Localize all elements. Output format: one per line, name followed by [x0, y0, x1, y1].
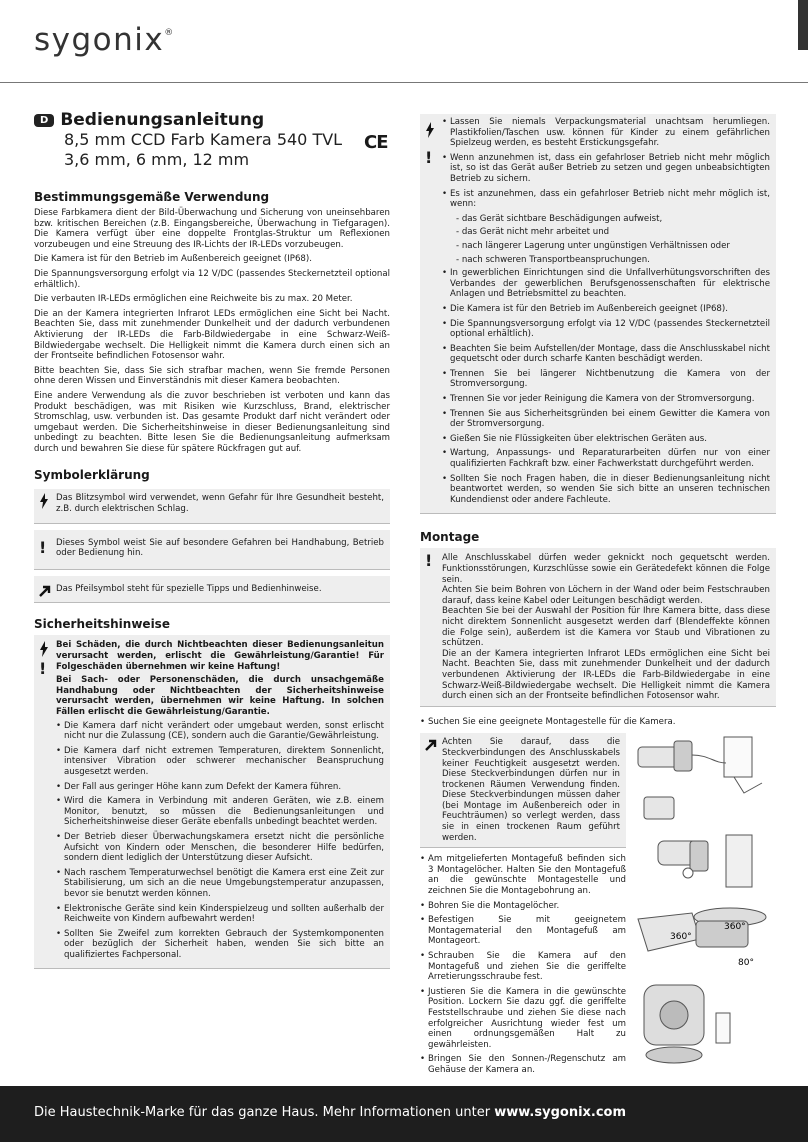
list-item: • Justieren Sie die Kamera in die gewünschte Position. Lockern Sie dazu ggf. die geriffelte Feststellschraube und ziehen Sie diese nach erfolgreicher Ausrichtung wieder fest um einen ordnungsgemäßen Halt zu gewährleisten.: [420, 987, 626, 1051]
intended-use-text: [34, 208, 390, 454]
paragraph: Die an der Kamera integrierten Infrarot LEDs ermöglichen eine Sicht bei Nacht. Beachten Sie, dass mit zunehmender Dunkelheit und der dadurch verbundenen Aktivierung der IR-LEDs die Farb-Bildwiedergabe in eine Schwarz-Weiß-Bildwiedergabe wechselt. Die Helligkeit nimmt die Kamera durch einen sich an der Frontseite befindlichen Fotosensor wahr.: [34, 308, 390, 362]
list-item: • Lassen Sie niemals Verpackungsmaterial unachtsam herumliegen. Plastikfolien/Taschen usw. können für Kinder zu einem gefährlichen Spielzeug werden, es besteht Erstickungsgefahr.: [442, 117, 770, 149]
lens-variants: 3,6 mm, 6 mm, 12 mm: [64, 150, 250, 169]
paragraph: Achten Sie beim Bohren von Löchern in der Wand oder beim Festschrauben darauf, dass keine Kabel oder Leitungen beschädigt werden.: [442, 585, 770, 606]
warnings-list-continued: [442, 268, 770, 505]
list-item: - nach längerer Lagerung unter ungünstigen Verhältnissen oder: [456, 240, 730, 251]
list-item: • Die Kamera darf nicht verändert oder umgebaut werden, sonst erlischt nicht nur die Zulassung (CE), sondern auch die Garantie/Gewährleistung.: [56, 721, 384, 742]
registration-bar: [798, 0, 808, 50]
paragraph: Diese Farbkamera dient der Bild-Überwachung und Sicherung von uneinsehbaren bzw. kritischen Bereichen (z.B. Eingangsbereiche, Überwachung in Tiefgaragen). Die Kamera verfügt über eine doppelte Frontglas-Struktur um Reflexionen vorzubeugen und eine Streuung des IR-Lichts der IR-LEDs vorzubeugen.: [34, 208, 390, 250]
brand-logo: sygonix®: [34, 22, 175, 58]
paragraph: Eine andere Verwendung als die zuvor beschrieben ist verboten und kann das Produkt beschädigen, was mit Risiken wie Kurzschluss, Brand, elektrischer Stromschlag, usw. verbunden ist. Das gesamte Produkt darf nicht verändert oder umgebaut werden. Die Sicherheitshinweise in dieser Bedienungsanleitung sind unbedingt zu beachten. Bitte lesen Sie die Bedienungsanleitung aufmerksam durch und bewahren Sie diese für spätere Rückfragen gut auf.: [34, 390, 390, 454]
list-item: • Sollten Sie Zweifel zum korrekten Gebrauch der Systemkomponenten oder bezüglich der Sicherheit haben, wenden Sie sich bitte an qualifiziertes Fachpersonal.: [56, 929, 384, 961]
warnings-box: [420, 114, 776, 514]
ce-mark: CE: [364, 132, 388, 153]
list-item: • Es ist anzunehmen, dass ein gefahrloser Betrieb nicht mehr möglich ist, wenn:: [442, 189, 770, 210]
list-item: • Suchen Sie eine geeignete Montagestelle für die Kamera.: [420, 717, 776, 728]
symbol-flash-box: Das Blitzsymbol wird verwendet, wenn Gefahr für Ihre Gesundheit besteht, z.B. durch elektrischen Schlag.: [34, 489, 390, 523]
product-name: 8,5 mm CCD Farb Kamera 540 TVL: [64, 130, 343, 149]
heading-intended-use: Bestimmungsgemäße Verwendung: [34, 190, 270, 204]
arrow-icon: [425, 739, 437, 751]
footer-text: Die Haustechnik-Marke für das ganze Haus. Mehr Informationen unter: [34, 1105, 495, 1120]
list-item: • Beachten Sie beim Aufstellen/der Montage, dass die Anschlusskabel nicht gequetscht oder durch scharfe Kanten beschädigt werden.: [442, 344, 770, 365]
exclamation-icon: !: [425, 551, 433, 571]
heading-safety: Sicherheitshinweise: [34, 617, 170, 632]
list-item: - das Gerät nicht mehr arbeitet und: [456, 227, 610, 238]
camera-mounting-illustration: [634, 733, 776, 1073]
mounting-tip-box: Achten Sie darauf, dass die Steckverbindungen des Anschlusskabels keiner Feuchtigkeit ausgesetzt werden. Diese Steckverbindungen dürfen nur in trockenen Räumen Verwendung finden. Diese Steckverbindungen müssen daher (bei Montage im Außenbereich oder in Feuchträumen) so verlegt werden, dass sie in einen trockenen Raum geführt werden.: [420, 733, 626, 848]
paragraph: Die Kamera ist für den Betrieb im Außenbereich geeignet (IP68).: [34, 254, 312, 265]
list-item: • Trennen Sie vor jeder Reinigung die Kamera von der Stromversorgung.: [442, 394, 770, 405]
list-item: - das Gerät sichtbare Beschädigungen aufweist,: [456, 213, 663, 224]
list-item: • Schrauben Sie die Kamera auf den Montagefuß und ziehen Sie die geriffelte Arretierungsschraube fest.: [420, 951, 626, 983]
footer-bar: [0, 1086, 808, 1142]
warnings-list: [442, 117, 770, 210]
symbol-arrow-box: Das Pfeilsymbol steht für spezielle Tipps und Bedienhinweise.: [34, 576, 390, 604]
list-item: • Trennen Sie bei längerer Nichtbenutzung die Kamera von der Stromversorgung.: [442, 369, 770, 390]
left-column: [34, 110, 390, 975]
tilt-label: 80°: [738, 958, 754, 969]
list-item: • Sollten Sie noch Fragen haben, die in dieser Bedienungsanleitung nicht beantwortet werden, so wenden Sie sich bitte an unseren technischen Kundendienst oder andere Fachleute.: [442, 474, 770, 506]
paragraph: Die Spannungsversorgung erfolgt via 12 V/DC (passendes Steckernetzteil optional erhältlich).: [34, 268, 390, 290]
symbol-exclamation-box: ! Dieses Symbol weist Sie auf besondere Gefahren bei Handhabung, Betrieb oder Bedienung hin.: [34, 530, 390, 570]
mounting-find-list: [420, 717, 776, 728]
list-item: • Wartung, Anpassungs- und Reparaturarbeiten dürfen nur von einer qualifizierten Fachkraft bzw. einer Fachwerkstatt durchgeführt werden.: [442, 448, 770, 469]
list-item: - nach schweren Transportbeanspruchungen.: [456, 254, 650, 265]
rotation-label-2: 360°: [724, 922, 746, 933]
mounting-steps: [420, 854, 626, 1075]
lightning-icon: [39, 493, 49, 509]
paragraph: Die an der Kamera integrierten Infrarot LEDs ermöglichen eine Sicht bei Nacht. Beachten Sie, dass mit zunehmender Dunkelheit und der dadurch verbundenen Aktivierung der IR-LEDs die Farb-Bildwiedergabe in eine Schwarz-Weiß-Bildwiedergabe wechselt. Die Helligkeit nimmt die Kamera durch einen sich an der Frontseite befindlichen Fotosensor wahr.: [442, 648, 770, 702]
rotation-label-1: 360°: [670, 932, 692, 943]
doc-title: Bedienungsanleitung: [60, 110, 265, 130]
paragraph: Beachten Sie bei der Auswahl der Position für Ihre Kamera bitte, dass diese nicht direktem Sonnenlicht ausgesetzt werden darf (Blendeffekte können die Folge sein), außerdem ist die Kamera vor Staub und Vibrationen zu schützen.: [442, 606, 770, 649]
list-item: • Gießen Sie nie Flüssigkeiten über elektrischen Geräten aus.: [442, 434, 770, 445]
list-item: • In gewerblichen Einrichtungen sind die Unfallverhütungsvorschriften des Verbandes der gewerblichen Berufsgenossenschaften für elektrische Anlagen und Betriebsmittel zu beachten.: [442, 268, 770, 300]
exclamation-icon: !: [425, 148, 433, 167]
mounting-illustrations: [634, 733, 776, 1079]
list-item: • Befestigen Sie mit geeignetem Montagematerial den Montagefuß am Montageort.: [420, 915, 626, 947]
exclamation-icon: !: [39, 537, 47, 557]
heading-mounting: Montage: [420, 530, 480, 545]
lightning-icon: [39, 641, 49, 657]
list-item: • Bringen Sie den Sonnen-/Regenschutz am Gehäuse der Kamera an.: [420, 1054, 626, 1075]
exclamation-icon: !: [39, 659, 47, 679]
list-item: • Wird die Kamera in Verbindung mit anderen Geräten, wie z.B. einem Monitor, benutzt, so müssen die Bedienungsanleitungen und Sicherheitshinweise dieser Geräte ebenfalls unbedingt beachtet werden.: [56, 796, 384, 828]
language-badge: D: [34, 114, 54, 127]
paragraph: Alle Anschlusskabel dürfen weder geknickt noch gequetscht werden. Funktionsstörungen, Kurzschlüsse sowie ein Gerätedefekt können die Folge sein.: [442, 553, 770, 585]
list-item: • Wenn anzunehmen ist, dass ein gefahrloser Betrieb nicht mehr möglich ist, so ist das Gerät außer Betrieb zu setzen und gegen unbeabsichtigten Betrieb zu sichern.: [442, 153, 770, 185]
lightning-icon: [425, 122, 435, 138]
right-column: [420, 114, 776, 1080]
footer-link[interactable]: www.sygonix.com: [494, 1105, 627, 1120]
list-item: • Die Spannungsversorgung erfolgt via 12 V/DC (passendes Steckernetzteil optional erhältlich).: [442, 319, 770, 340]
header-divider: [0, 82, 808, 83]
list-item: • Die Kamera ist für den Betrieb im Außenbereich geeignet (IP68).: [442, 304, 770, 315]
paragraph: Bitte beachten Sie, dass Sie sich strafbar machen, wenn Sie fremde Personen ohne deren Wissen und Einverständnis mit dieser Kamera beobachten.: [34, 365, 390, 387]
list-item: • Der Fall aus geringer Höhe kann zum Defekt der Kamera führen.: [56, 782, 384, 793]
mounting-warning-box: [420, 548, 776, 706]
list-item: • Der Betrieb dieser Überwachungskamera ersetzt nicht die persönliche Aufsicht von Kindern oder Menschen, die besonderer Hilfe bedürfen, sondern dient lediglich der Unterstützung dieser Aufsicht.: [56, 832, 384, 864]
list-item: • Elektronische Geräte sind kein Kinderspielzeug und sollten außerhalb der Reichweite von Kindern aufbewahrt werden!: [56, 904, 384, 925]
safety-box: ! Bei Schäden, die durch Nichtbeachten dieser Bedienungsanleitun verursacht werden, erlischt die Gewährleistung/Garantie! Für Folgeschäden übernehmen wir keine Haftung! Bei Sach- oder Personenschäden, die durch unsachgemäße Handhabung oder Nichtbeachten der Sicherheitshinweise verursacht werden, übernehmen wir keine Haftung. In solchen Fällen erlischt die Gewährleistung/Garantie. • Die Kamera darf nicht verändert oder umgebaut werden, sonst erlischt nicht nur die Zulassung (CE), sondern auch die Garantie/Gewährleistung. • Die Kamera darf nicht extremen Temperaturen, direktem Sonnenlicht, intensiver Vibration oder schwerer mechanischer Beanspruchung ausgesetzt werden. • Der Fall aus geringer Höhe kann zum Defekt der Kamera führen. • Wird die Kamera in Verbindung mit anderen Geräten, wie z.B. einem Monitor, benutzt, so müssen die Bedienungsanleitungen und Sicherheitshinweise dieser Geräte ebenfalls unbedingt beachtet werden. • Der Betrieb dieser Überwachungskamera ersetzt nicht die persönliche Aufsicht von Kindern oder Menschen, die besonderer Hilfe bedürfen, sondern dient lediglich der Unterstützung dieser Aufsicht. • Nach raschem Temperaturwechsel benötigt die Kamera erst eine Zeit zur Stabilisierung, um sich an die neue Umgebungstemperatur anzupassen, bevor sie benutzt werden können. • Elektronische Geräte sind kein Kinderspielzeug und sollten außerhalb der Reichweite von Kindern aufbewahrt werden! • Sollten Sie Zweifel zum korrekten Gebrauch der Systemkomponenten oder bezüglich der Sicherheit haben, wenden Sie sich bitte an qualifiziertes Fachpersonal.: [34, 635, 390, 969]
arrow-icon: [39, 585, 51, 597]
list-item: • Bohren Sie die Montagelöcher.: [420, 901, 626, 912]
safety-list: [56, 721, 384, 961]
heading-symbols: Symbolerklärung: [34, 468, 150, 483]
conditions-list: [442, 214, 770, 265]
list-item: • Die Kamera darf nicht extremen Temperaturen, direktem Sonnenlicht, intensiver Vibration oder schwerer mechanischer Beanspruchung ausgesetzt werden.: [56, 746, 384, 778]
list-item: • Trennen Sie aus Sicherheitsgründen bei einem Gewitter die Kamera von der Stromversorgung.: [442, 409, 770, 430]
paragraph: Die verbauten IR-LEDs ermöglichen eine Reichweite bis zu max. 20 Meter.: [34, 294, 353, 305]
list-item: • Nach raschem Temperaturwechsel benötigt die Kamera erst eine Zeit zur Stabilisierung, um sich an die neue Umgebungstemperatur anzupassen, bevor sie benutzt werden können.: [56, 868, 384, 900]
list-item: • Am mitgelieferten Montagefuß befinden sich 3 Montagelöcher. Halten Sie den Montagefuß an die gewünschte Montagestelle und zeichnen Sie die Montagebohrung an.: [420, 854, 626, 896]
